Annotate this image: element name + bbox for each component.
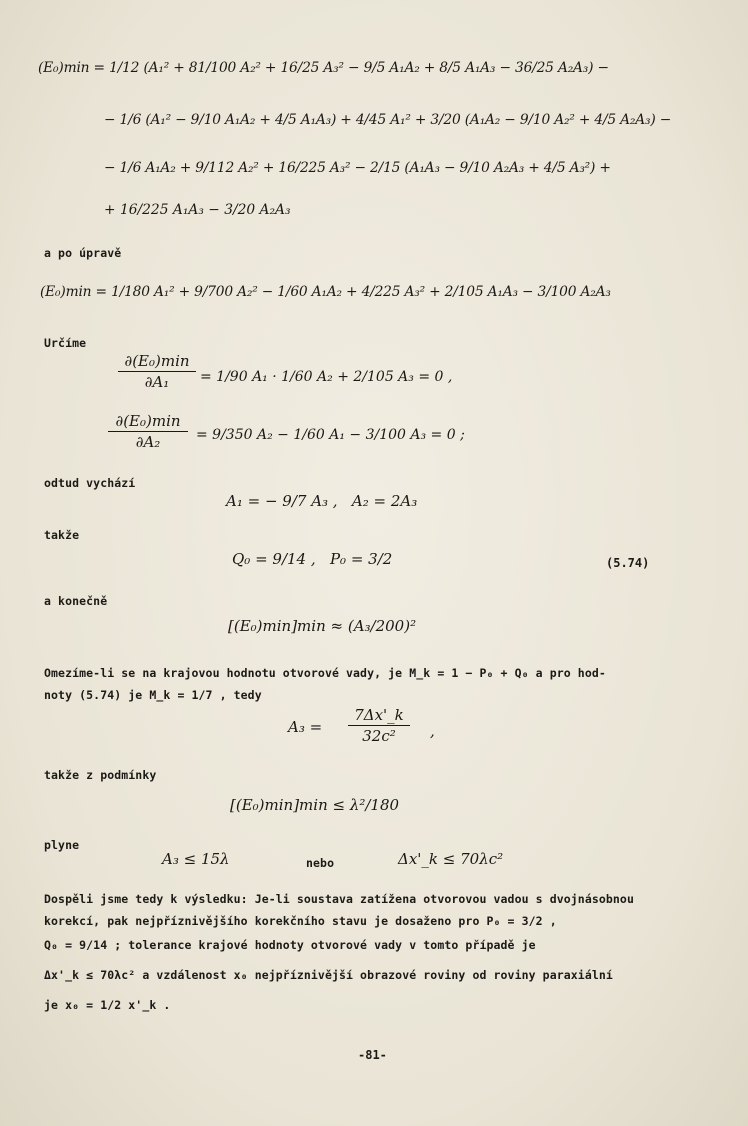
text-takze: takže xyxy=(44,528,80,542)
equation-line: (E₀)min = 1/12 (A₁² + 81/100 A₂² + 16/25 A₃² − 9/5 A₁A₂ + 8/5 A₁A₃ − 36/25 A₂A₃) − xyxy=(38,60,609,76)
page-number: -81- xyxy=(358,1048,387,1062)
equation-number: (5.74) xyxy=(606,556,650,570)
equation-A3-tail: , xyxy=(430,722,435,740)
text-a-konecne: a konečně xyxy=(44,594,108,608)
conclusion-line: Δx'_k ≤ 70λc² a vzdálenost x₀ nejpříznivější obrazové roviny od roviny paraxiální xyxy=(44,968,613,982)
equation-condition: [(E₀)min]min ≤ λ²/180 xyxy=(230,796,400,814)
conclusion-line: Q₀ = 9/14 ; tolerance krajové hodnoty otvorové vady v tomto případě je xyxy=(44,938,536,952)
derivative-1-denominator: ∂A₁ xyxy=(144,373,170,391)
equation-A3-numerator: 7Δx'_k xyxy=(348,706,410,726)
paragraph-line: noty (5.74) je M_k = 1/7 , tedy xyxy=(44,688,262,702)
text-plyne: plyne xyxy=(44,838,80,852)
derivative-1-fraction xyxy=(118,352,196,391)
equation-line: − 1/6 (A₁² − 9/10 A₁A₂ + 4/5 A₁A₃) + 4/45 A₁² + 3/20 (A₁A₂ − 9/10 A₂² + 4/5 A₂A₃) − xyxy=(104,112,672,128)
text-z-podminky: takže z podmínky xyxy=(44,768,157,782)
text-a-po-uprave: a po úpravě xyxy=(44,246,122,260)
equation-A3-lhs: A₃ = xyxy=(288,718,323,736)
derivative-2-rhs: = 9/350 A₂ − 1/60 A₁ − 3/100 A₃ = 0 ; xyxy=(196,427,465,443)
equation-final-right: Δx'_k ≤ 70λc² xyxy=(398,850,504,868)
derivative-1-numerator: ∂(E₀)min xyxy=(118,352,196,372)
equation-simplified: (E₀)min = 1/180 A₁² + 9/700 A₂² − 1/60 A₁A₂ + 4/225 A₃² + 2/105 A₁A₃ − 3/100 A₂A₃ xyxy=(40,284,611,300)
text-urcime: Určíme xyxy=(44,336,87,350)
conclusion-line: Dospěli jsme tedy k výsledku: Je-li soustava zatížena otvorovou vadou s dvojnásobnou xyxy=(44,892,634,906)
equation-final-left: A₃ ≤ 15λ xyxy=(162,850,230,868)
derivative-1-rhs: = 1/90 A₁ · 1/60 A₂ + 2/105 A₃ = 0 , xyxy=(200,369,453,385)
conclusion-line: je x₀ = 1/2 x'_k . xyxy=(44,998,171,1012)
equation-line: − 1/6 A₁A₂ + 9/112 A₂² + 16/225 A₃² − 2/15 (A₁A₃ − 9/10 A₂A₃ + 4/5 A₃²) + xyxy=(104,160,611,176)
derivative-2-denominator: ∂A₂ xyxy=(135,433,161,451)
equation-min: [(E₀)min]min ≈ (A₃/200)² xyxy=(228,617,417,635)
paragraph-line: Omezíme-li se na krajovou hodnotu otvorové vady, je M_k = 1 − P₀ + Q₀ a pro hod- xyxy=(44,666,606,680)
equation-line: + 16/225 A₁A₃ − 3/20 A₂A₃ xyxy=(104,202,291,218)
text-nebo: nebo xyxy=(306,856,335,870)
equation-A3-denominator: 32c² xyxy=(362,727,396,745)
equation-result-A: A₁ = − 9/7 A₃ , A₂ = 2A₃ xyxy=(226,492,418,510)
equation-result-QP: Q₀ = 9/14 , P₀ = 3/2 xyxy=(232,550,393,568)
equation-A3-fraction xyxy=(348,706,410,745)
text-odtud: odtud vychází xyxy=(44,476,136,490)
derivative-2-numerator: ∂(E₀)min xyxy=(108,412,188,432)
conclusion-line: korekcí, pak nejpříznivějšího korekčního stavu je dosaženo pro P₀ = 3/2 , xyxy=(44,914,557,928)
derivative-2-fraction xyxy=(108,412,188,451)
